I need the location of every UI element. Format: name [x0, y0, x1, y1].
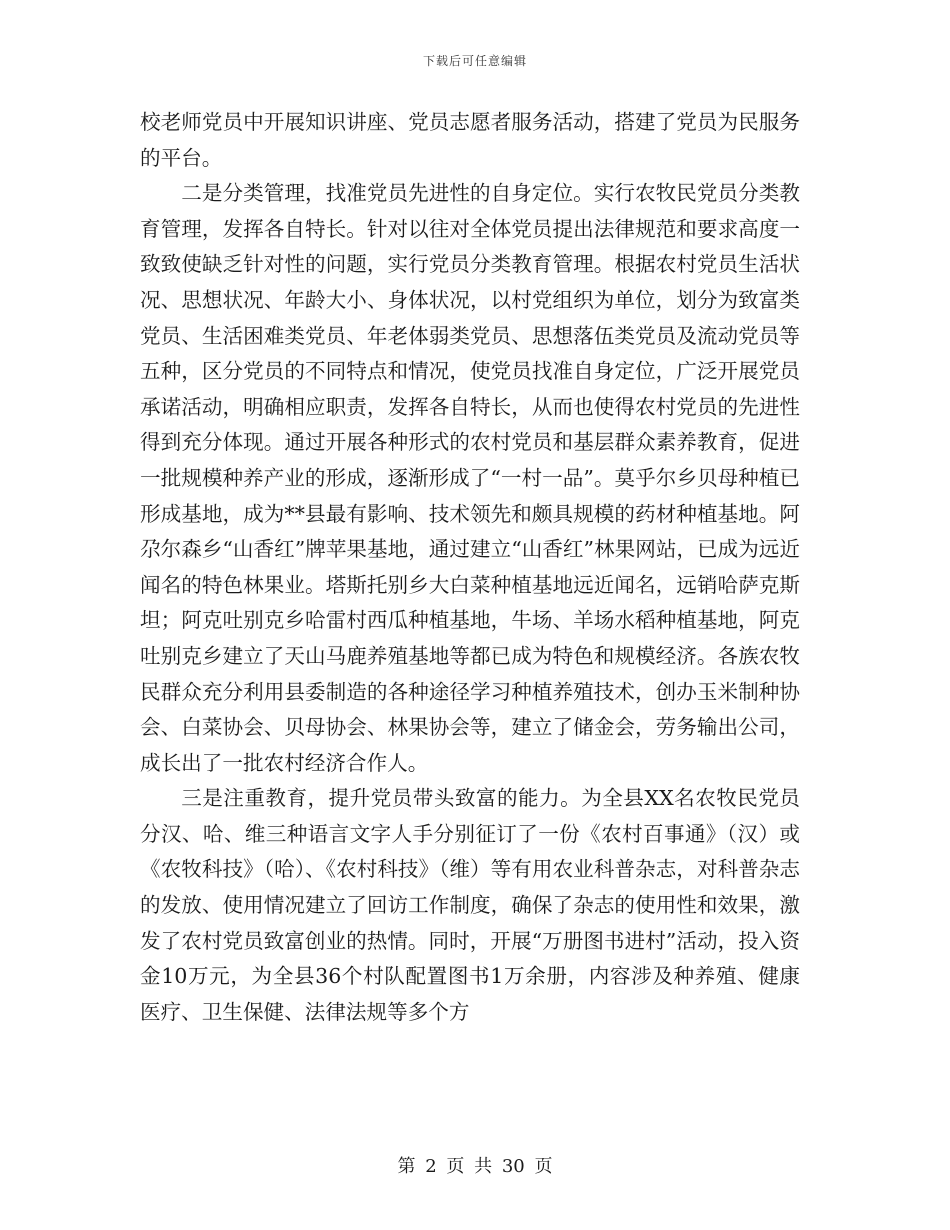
paragraph-1: 校老师党员中开展知识讲座、党员志愿者服务活动，搭建了党员为民服务的平台。 — [140, 110, 800, 170]
page-header-note: 下载后可任意编辑 — [422, 54, 527, 68]
paragraph-3: 三是注重教育，提升党员带头致富的能力。为全县XX名农牧民党员分汉、哈、维三种语言文字人手分别征订了一份《农村百事通》（汉）或《农牧科技》（哈）、《农村科技》（维）等有用农业科普杂志，对科普杂志的发放、使用情况建立了回访工作制度，确保了杂志的使用性和效果，激发了农村党员致富创业的热情。同时，开展“万册图书进村”活动，投入资金10万元，为全县36个村队配置图书1万余册，内容涉及种养殖、健康医疗、卫生保健、法律法规等多个方 — [140, 786, 800, 1024]
paragraph-2: 二是分类管理，找准党员先进性的自身定位。实行农牧民党员分类教育管理，发挥各自特长。针对以往对全体党员提出法律规范和要求高度一致致使缺乏针对性的问题，实行党员分类教育管理。根据农村党员生活状况、思想状况、年龄大小、身体状况，以村党组织为单位，划分为致富类党员、生活困难类党员、年老体弱类党员、思想落伍类党员及流动党员等五种，区分党员的不同特点和情况，使党员找准自身定位，广泛开展党员承诺活动，明确相应职责，发挥各自特长，从而也使得农村党员的先进性得到充分体现。通过开展各种形式的农村党员和基层群众素养教育，促进一批规模种养产业的形成，逐渐形成了“一村一品”。莫乎尔乡贝母种植已形成基地，成为**县最有影响、技术领先和颇具规模的药材种植基地。阿尕尔森乡“山香红”牌苹果基地，通过建立“山香红”林果网站，已成为远近闻名的特色林果业。塔斯托别乡大白菜种植基地远近闻名，远销哈萨克斯坦；阿克吐别克乡哈雷村西瓜种植基地，牛场、羊场水稻种植基地，阿克吐别克乡建立了天山马鹿养殖基地等都已成为特色和规模经济。各族农牧民群众充分利用县委制造的各种途径学习种植养殖技术，创办玉米制种协会、白菜协会、贝母协会、林果协会等，建立了储金会，劳务输出公司，成长出了一批农村经济合作人。 — [140, 181, 800, 775]
page-number-footer: 第 2 页 共 30 页 — [397, 1156, 553, 1177]
document-body — [140, 105, 800, 1030]
